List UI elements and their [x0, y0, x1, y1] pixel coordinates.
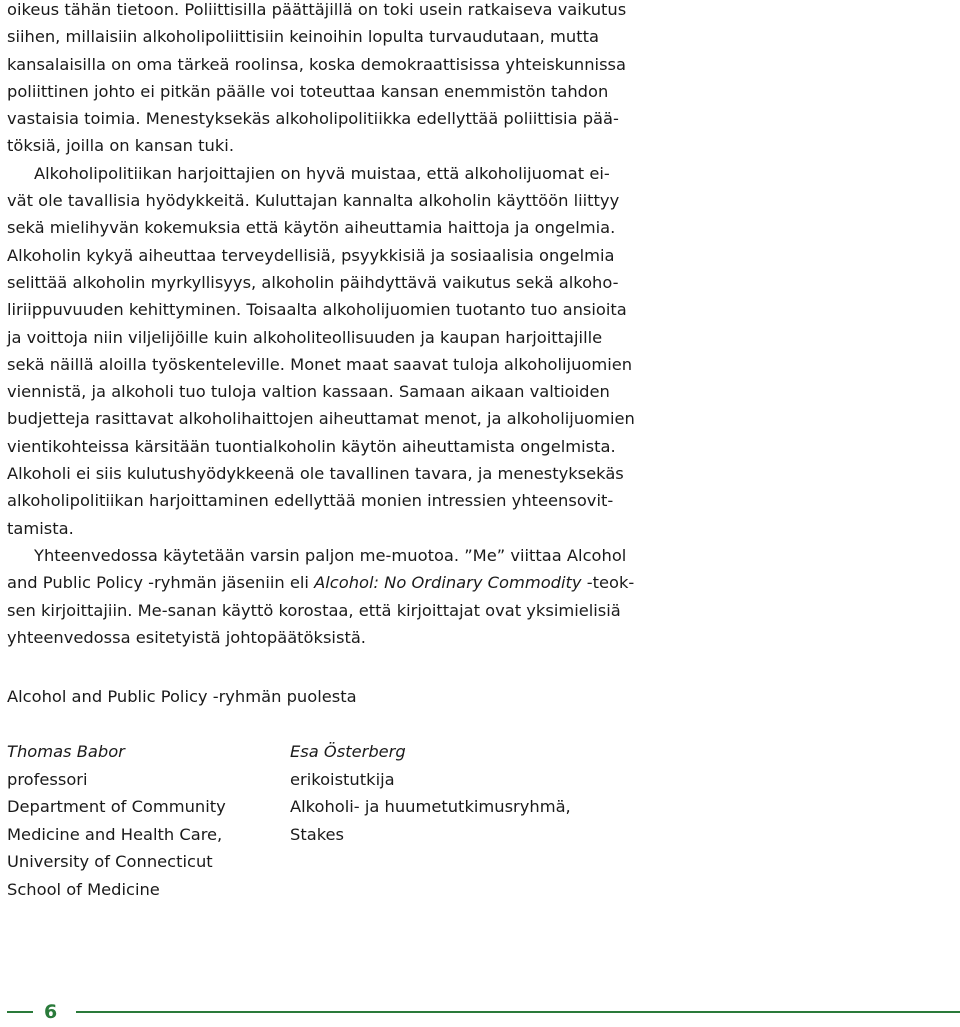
text-line: viennistä, ja alkoholi tuo tuloja valtion kassaan. Samaan aikaan valtioiden: [7, 382, 610, 402]
text-line: ja voittoja niin viljelijöille kuin alkoholiteollisuuden ja kaupan harjoittajille: [7, 327, 603, 347]
page-number: 6: [44, 1001, 58, 1023]
signer-affiliation-line: Alkoholi- ja huumetutkimusryhmä,: [290, 797, 571, 816]
text-line: [7, 569, 635, 596]
signer-affiliation-line: Stakes: [290, 824, 345, 844]
body-text: [7, 0, 635, 651]
signer-name: Thomas Babor: [7, 742, 125, 761]
book-title: Alcohol: No Ordinary Commodity: [314, 573, 582, 593]
text-line: budjetteja rasittavat alkoholihaittojen aiheuttamat menot, ja alkoholijuomien: [7, 409, 635, 429]
text-line: liriippuvuuden kehittyminen. Toisaalta alkoholijuomien tuotanto tuo ansioita: [7, 300, 627, 320]
text-line: yhteenvedossa esitetyistä johtopäätöksistä.: [7, 627, 366, 647]
text-line: alkoholipolitiikan harjoittaminen edellyttää monien intressien yhteensovit-: [7, 491, 614, 511]
text-line: poliittinen johto ei pitkän päälle voi toteuttaa kansan enemmistön tahdon: [7, 81, 609, 101]
signer-affiliation-line: Medicine and Health Care,: [7, 824, 223, 844]
text-line: sekä näillä aloilla työskenteleville. Monet maat saavat tuloja alkoholijuomien: [7, 354, 633, 374]
text-segment: -teok-: [581, 573, 635, 593]
text-line: siihen, millaisiin alkoholipoliittisiin keinoihin lopulta turvaudutaan, mutta: [7, 27, 599, 47]
paragraph-1: [7, 0, 631, 160]
text-line: tamista.: [7, 518, 74, 538]
signer-affiliation-line: University of Connecticut: [7, 852, 213, 871]
footer-rule-right: [76, 1011, 960, 1013]
text-line: sen kirjoittajiin. Me-sanan käyttö korostaa, että kirjoittajat ovat yksimielisiä: [7, 600, 621, 620]
text-line: vät ole tavallisia hyödykkeitä. Kuluttajan kannalta alkoholin käyttöön liittyy: [7, 191, 620, 211]
text-line: kansalaisilla on oma tärkeä roolinsa, koska demokraattisissa yhteiskunnissa: [7, 54, 627, 74]
text-line: oikeus tähän tietoon. Poliittisilla päättäjillä on toki usein ratkaiseva vaikutus: [7, 0, 627, 19]
signature-right: [290, 738, 571, 848]
text-line: Alkoholipolitiikan harjoittajien on hyvä muistaa, että alkoholijuomat ei-: [34, 163, 610, 183]
text-line: sekä mielihyvän kokemuksia että käytön aiheuttamia haittoja ja ongelmia.: [7, 218, 616, 238]
text-line: Alkoholin kykyä aiheuttaa terveydellisiä, psyykkisiä ja sosiaalisia ongelmia: [7, 245, 615, 265]
signer-title: professori: [7, 769, 88, 789]
signer-affiliation-line: Department of Community: [7, 797, 226, 816]
signer-title: erikoistutkija: [290, 769, 395, 789]
text-line: vastaisia toimia. Menestyksekäs alkoholipolitiikka edellyttää poliittisia pää-: [7, 109, 619, 129]
text-segment: and Public Policy -ryhmän jäseniin eli: [7, 573, 315, 593]
signer-affiliation-line: School of Medicine: [7, 879, 160, 899]
signer-name: Esa Österberg: [290, 742, 406, 761]
paragraph-2: [7, 160, 635, 542]
text-line: Yhteenvedossa käytetään varsin paljon me-muotoa. ”Me” viittaa Alcohol: [34, 545, 627, 565]
footer-rule-left: [7, 1011, 33, 1013]
signature-left: [7, 738, 226, 903]
text-line: selittää alkoholin myrkyllisyys, alkoholin päihdyttävä vaikutus sekä alkoho-: [7, 272, 619, 292]
signature-intro: Alcohol and Public Policy -ryhmän puolesta: [7, 687, 357, 706]
paragraph-3: [7, 542, 635, 651]
text-line: Alkoholi ei siis kulutushyödykkeenä ole tavallinen tavara, ja menestyksekäs: [7, 464, 624, 484]
text-line: töksiä, joilla on kansan tuki.: [7, 136, 234, 156]
text-line: vientikohteissa kärsitään tuontialkoholin käytön aiheuttamista ongelmista.: [7, 436, 616, 456]
